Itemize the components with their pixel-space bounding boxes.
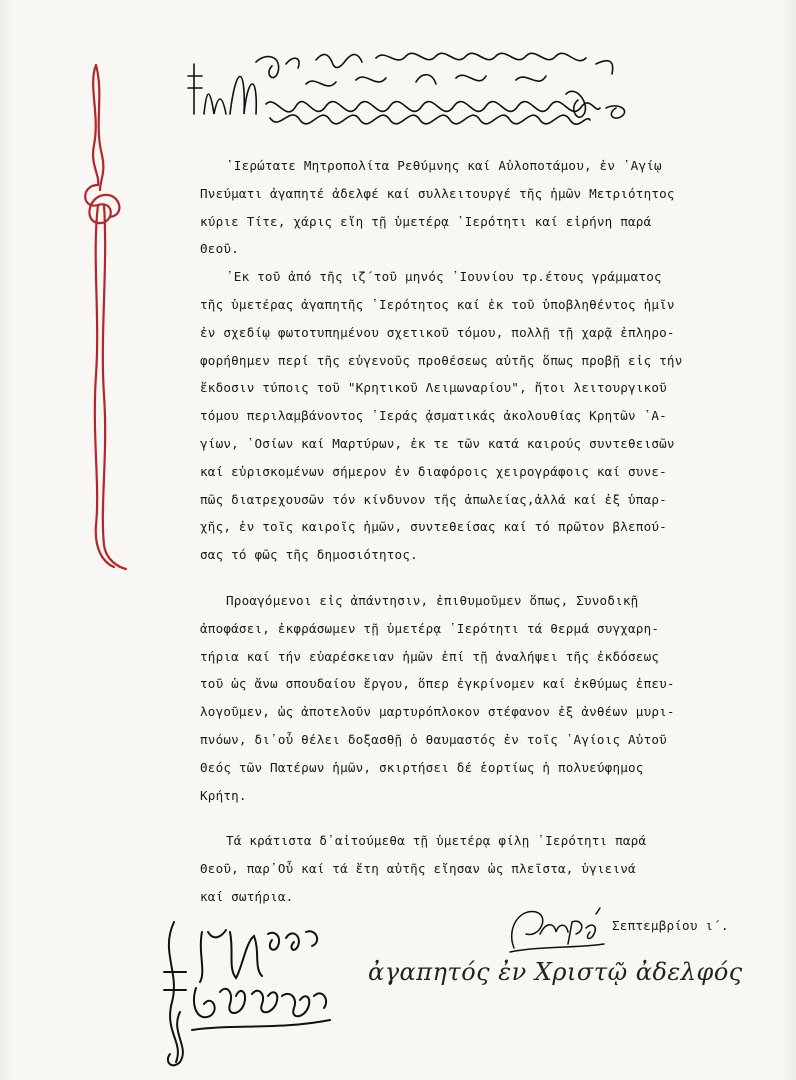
main-signature: [150, 912, 370, 1072]
typed-date: Σεπτεμβρίου ι΄.: [612, 918, 729, 933]
text-line: τῆς ὑμετέρας ἀγαπητῆς ῾Ιερότητος καί ἐκ τοῦ ὑποβληθέντος ἡμῖν: [200, 296, 675, 312]
text-line: πνόων, δι᾿οὗ θέλει δοξασθῇ ὁ θαυμαστός ἐν τοῖς ῾Αγίοις Αὐτοῦ: [200, 731, 667, 747]
text-line: λογοῦμεν, ὡς ἀποτελοῦν μαρτυρόπλοκον στέφανον ἐξ ἀνθέων μυρι-: [200, 704, 675, 720]
red-seal-cord: [70, 55, 140, 575]
text-line: φορήθημεν περί τῆς εὐγενοῦς προθέσεως αὐτῆς ὅπως προβῇ εἰς τήν: [200, 352, 683, 368]
text-line: ἀποφάσει, ἐκφράσωμεν τῇ ὑμετέρᾳ ῾Ιερότητι τά θερμά συγχαρη-: [200, 620, 660, 636]
text-line: τήρια καί τήν εὐαρέσκειαν ἡμῶν ἐπί τῇ ἀναλήψει τῆς ἐκδόσεως: [200, 648, 660, 664]
text-line: σας τό φῶς τῆς δημοσιότητος.: [200, 547, 418, 563]
text-line: Θεοῦ, παρ᾿Οὗ καί τά ἔτη αὐτῆς εἴησαν ὡς πλεῖστα, ὑγιεινά: [200, 861, 636, 877]
text-line: χῆς, ἐν τοῖς καιροῖς ἡμῶν, συντεθείσας καί τό πρῶτον βλεπού-: [200, 519, 667, 535]
text-line: ἐν σχεδίῳ φωτοτυπημένου σχετικοῦ τόμου, πολλῇ τῇ χαρᾷ ἐπληρο-: [200, 324, 675, 340]
text-line: τοῦ ὡς ἄνω σπουδαίου ἔργου, ὅπερ ἐγκρίνομεν καί ἐκθύμως ἐπευ-: [200, 676, 675, 692]
text-line: Κρήτη.: [200, 787, 247, 803]
text-line: Προαγόμενοι εἰς ἀπάντησιν, ἐπιθυμοῦμεν ὅπως, Συνοδικῇ: [226, 592, 639, 608]
text-line: Πνεύματι ἀγαπητέ ἀδελφέ καί συλλειτουργέ τῆς ἡμῶν Μετριότητος: [200, 185, 675, 201]
letter-body: [200, 152, 760, 911]
text-line: Θεός τῶν Πατέρων ἡμῶν, σκιρτήσει δέ ἑορτίως ἡ πολυεύφημος: [200, 759, 644, 775]
text-line: ἔκδοσιν τύποις τοῦ "Κρητικοῦ Λειμωναρίου", ἤτοι λειτουργικοῦ: [200, 380, 667, 396]
text-line: Τά κράτιστα δ᾿αἰτούμεθα τῇ ὑμετέρᾳ φίλῃ ῾Ιερότητι παρά: [226, 833, 647, 849]
text-line: γίων, ῾Οσίων καί Μαρτύρων, ἐκ τε τῶν κατά καιρούς συντεθεισῶν: [200, 435, 675, 451]
text-line: ᾿Εκ τοῦ ἀπό τῆς ιζ΄τοῦ μηνός ᾿Ιουνίου τρ.έτους γράμματος: [226, 269, 662, 285]
paragraph-salutation: [200, 152, 760, 263]
header-monogram-signature: [186, 44, 636, 134]
handwritten-closing: ἀγαπητός ἐν Χριστῷ ἀδελφός: [368, 958, 743, 986]
text-line: Θεοῦ.: [200, 241, 239, 257]
handwritten-date: [500, 898, 610, 958]
paragraph-closing: [200, 827, 760, 910]
text-line: πῶς διατρεχουσῶν τόν κίνδυνον τῆς ἀπωλείας,ἀλλά καί ἐξ ὑπαρ-: [200, 491, 667, 507]
paragraph-receipt: [200, 263, 760, 569]
text-line: ῾Ιερώτατε Μητροπολίτα Ρεθύμνης καί Αὐλοποτάμου, ἐν ῾Αγίῳ: [226, 158, 662, 173]
text-line: κύριε Τίτε, χάρις εἴη τῇ ὑμετέρᾳ ῾Ιερότητι καί εἰρήνη παρά: [200, 213, 652, 229]
text-line: καί εὑρισκομένων σήμερον ἐν διαφόροις χειρογράφοις καί συνε-: [200, 463, 667, 479]
text-line: τόμου περιλαμβάνοντος ῾Ιεράς ᾀσματικάς ἀκολουθίας Κρητῶν ῾Α-: [200, 408, 667, 424]
paragraph-response: [200, 587, 760, 809]
text-line: καί σωτήρια.: [200, 888, 294, 904]
